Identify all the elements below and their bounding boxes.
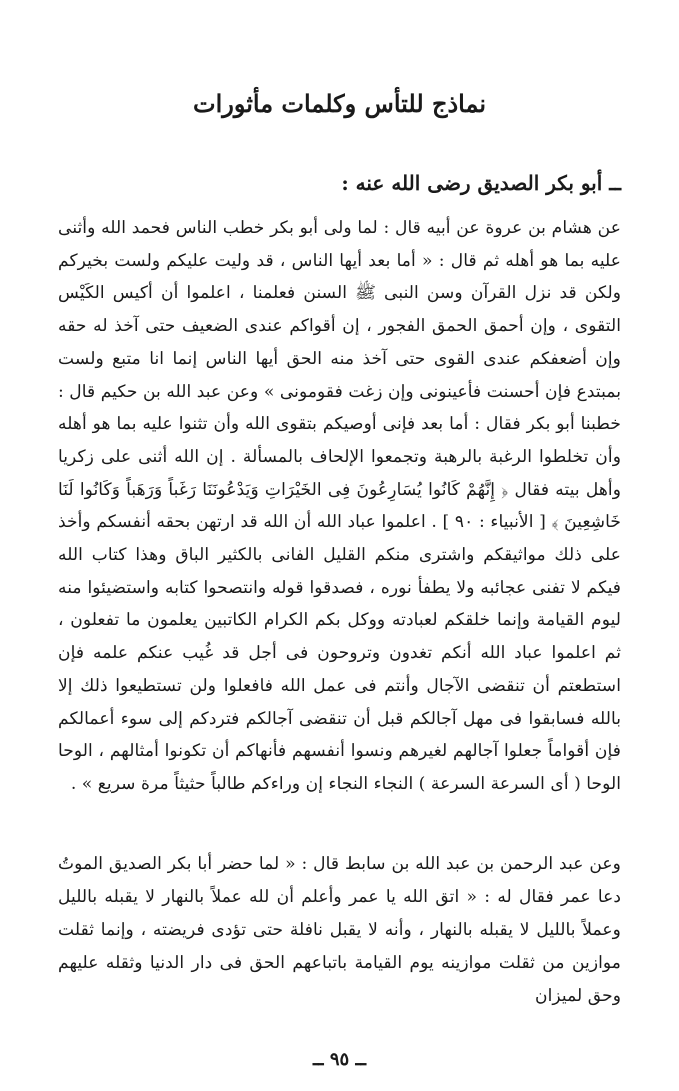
section-heading: ــ أبو بكر الصديق رضى الله عنه : [341,171,621,195]
paragraph-abu-bakr-sermon: عن هشام بن عروة عن أبيه قال : لما ولى أبو بكر خطب الناس فحمد الله وأثنى عليه بما هو أهله ثم قال : « أما بعد أيها الناس ، قد وليت عليكم ولست بخيركم ولكن قد نزل القرآن وسن النبى ﷺ السنن فعلمنا ، اعلموا أن أكيس الكَيْس التقوى ، وإن أحمق الحمق الفجور ، إن أقواكم عندى الضعيف حتى آخذ له حقه وإن أضعفكم عندى القوى حتى آخذ منه الحق أيها الناس إنما انا متبع ولست بمبتدع فإن أحسنت فأعينونى وإن زغت فقومونى » وعن عبد الله بن حكيم قال : خطبنا أبو بكر فقال : أما بعد فإنى أوصيكم بتقوى الله وأن تثنوا عليه بما هو أهله وأن تخلطوا الرغبة بالرهبة وتجمعوا الإلحاف بالمسألة . إن الله أثنى على زكريا وأهل بيته فقال ﴿ إِنَّهُمْ كَانُوا يُسَارِعُونَ فِى الخَيْرَاتِ وَيَدْعُونَنَا رَغَباً وَرَهَباً وَكَانُوا لَنَا خَاشِعِينَ ﴾ [ الأنبياء : ٩٠ ] . اعلموا عباد الله أن الله قد ارتهن بحقه أنفسكم وأخذ على ذلك مواثيقكم واشترى منكم القليل الفانى بالكثير الباق وهذا كتاب الله فيكم لا تفنى عجائبه ولا يطفأ نوره ، فصدقوا قوله وانتصحوا كتابه واستضيئوا منه ليوم القيامة وإنما خلقكم لعبادته ووكل بكم الكرام الكاتبين يعلمون ما تفعلون ، ثم اعلموا عباد الله أنكم تغدون وتروحون فى أجل قد غُيب عنكم علمه فإن استطعتم أن تنقضى الآجال وأنتم فى عمل الله فافعلوا ولن تستطيعوا ذلك إلا بالله فسابقوا فى مهل آجالكم قبل أن تنقضى آجالكم فتردكم إلى سوء أعمالكم فإن أقواماً جعلوا آجالهم لغيرهم ونسوا أنفسهم فأنهاكم أن تكونوا أمثالهم ، الوحا الوحا ( أى السرعة السرعة ) النجاء النجاء إن وراءكم طالباً حثيثاً مرة سريع » . [58,218,621,794]
page-title: نماذج للتأس وكلمات مأثورات [192,89,487,118]
page-number: ــ ٩٥ ــ [313,1049,366,1070]
paragraph-abu-bakr-death: وعن عبد الرحمن بن عبد الله بن سابط قال : « لما حضر أبا بكر الصديق الموتُ دعا عمر فقال له : « اتق الله يا عمر وأعلم أن لله عملاً بالنهار لا يقبله بالليل وعملاً بالليل لا يقبله بالنهار ، وأنه لا يقبل نافلة حتى تؤدى فريضته ، وإنما ثقلت موازين من ثقلت موازينه يوم القيامة باتباعهم الحق فى دار الدنيا وثقله عليهم وحق لميزان [58,854,621,1006]
